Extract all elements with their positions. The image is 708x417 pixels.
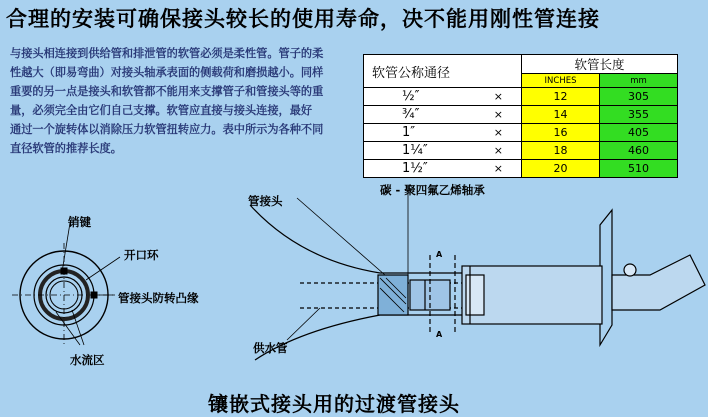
mm-cell: 460: [600, 142, 678, 160]
page-title: 合理的安装可确保接头较长的使用寿命，决不能用刚性管连接: [6, 7, 600, 31]
table-row: [364, 106, 678, 124]
inches-cell: 16: [522, 124, 600, 142]
col-length-header: 软管长度: [522, 55, 678, 74]
end-view: [12, 223, 120, 347]
times-cell: ×: [474, 106, 522, 124]
table-row: [364, 142, 678, 160]
section-mark-a: A: [436, 250, 443, 259]
table-row: [364, 160, 678, 178]
table-row: [364, 124, 678, 142]
label-flange: 管接头防转凸缘: [118, 291, 199, 305]
col-name-header: 软管公称通径: [364, 55, 522, 88]
table-row: [364, 88, 678, 106]
paragraph-line: 直径软管的推荐长度。: [10, 142, 122, 155]
hose-length-table: [363, 54, 678, 178]
size-cell: ¾″: [364, 106, 474, 124]
paragraph-line: 性越大（即易弯曲）对接头轴承表面的侧载荷和磨损越小。同样: [10, 66, 324, 79]
paragraph-line: 通过一个旋转体以消除压力软管扭转应力。表中所示为各种不同: [10, 123, 324, 136]
size-cell: 1″: [364, 124, 474, 142]
label-pipe-joint: 管接头: [248, 194, 283, 208]
label-pin-key: 销键: [68, 215, 91, 229]
section-mark-a: A: [436, 330, 443, 339]
inches-cell: 12: [522, 88, 600, 106]
label-water-zone: 水流区: [70, 353, 105, 367]
label-open-ring: 开口环: [124, 248, 159, 262]
size-cell: ½″: [364, 88, 474, 106]
mm-cell: 405: [600, 124, 678, 142]
times-cell: ×: [474, 142, 522, 160]
mm-cell: 355: [600, 106, 678, 124]
inches-cell: 14: [522, 106, 600, 124]
intro-paragraph: [10, 44, 362, 158]
paragraph-line: 与接头相连接到供给管和排泄管的软管必须是柔性管。管子的柔: [10, 47, 324, 60]
unit-mm: mm: [600, 74, 678, 88]
side-view: [250, 188, 705, 360]
size-cell: 1¼″: [364, 142, 474, 160]
unit-inches: INCHES: [522, 74, 600, 88]
mm-cell: 305: [600, 88, 678, 106]
paragraph-line: 重要的另一点是接头和软管都不能用来支撑管子和管接头等的重: [10, 85, 324, 98]
mm-cell: 510: [600, 160, 678, 178]
inches-cell: 18: [522, 142, 600, 160]
joint-cross-section-diagram: [0, 180, 708, 388]
label-carbon-bearing: 碳 - 聚四氟乙烯轴承: [380, 183, 485, 197]
size-cell: 1½″: [364, 160, 474, 178]
times-cell: ×: [474, 88, 522, 106]
times-cell: ×: [474, 124, 522, 142]
label-supply-pipe: 供水管: [253, 341, 288, 355]
paragraph-line: 量，必须完全由它们自己支撑。软管应直接与接头连接，最好: [10, 104, 313, 117]
times-cell: ×: [474, 160, 522, 178]
inches-cell: 20: [522, 160, 600, 178]
bottom-title: 镶嵌式接头用的过渡管接头: [208, 392, 460, 416]
